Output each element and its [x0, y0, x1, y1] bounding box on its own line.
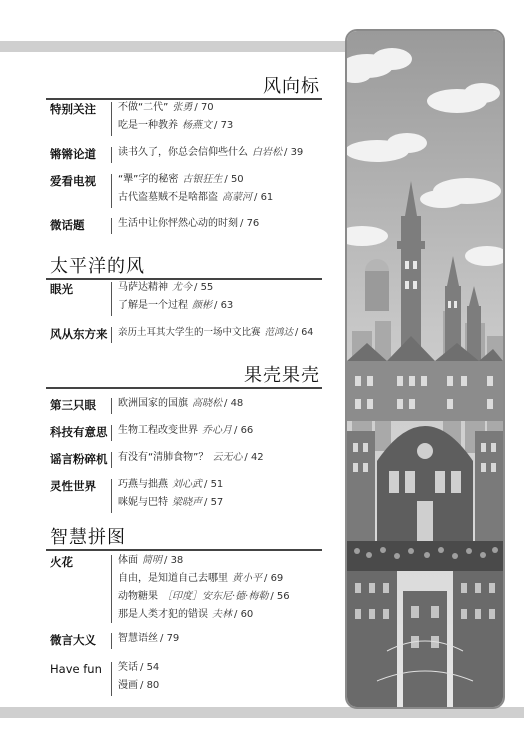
illustration-panel [345, 29, 505, 709]
category-label: 谣言粉碎机 [50, 452, 108, 466]
section-underline [46, 387, 322, 389]
toc-entry[interactable]: 有没有“清肺食物”？ 云无心/ 42 [118, 449, 264, 467]
category-divider [111, 425, 112, 441]
category-divider [111, 555, 112, 623]
category-divider [111, 282, 112, 316]
section-title: 智慧拼图 [50, 527, 126, 548]
section-title: 风向标 [263, 76, 320, 97]
category-divider [111, 662, 112, 696]
toc-entry[interactable]: 漫画/ 80 [118, 677, 159, 695]
category-divider [111, 218, 112, 234]
toc-entry[interactable]: 古代盗墓贼不是啥都盗 高蒙河/ 61 [118, 189, 273, 207]
toc-entry[interactable]: “犟”字的秘密 古银狂生/ 50 [118, 171, 244, 189]
section-header-fengxiangbiao [0, 76, 336, 98]
toc-entry[interactable]: 巧燕与拙燕 刘心武/ 51 [118, 476, 223, 494]
toc-entry[interactable]: 了解是一个过程 颜彬/ 63 [118, 297, 233, 315]
category-label: 爱看电视 [50, 174, 96, 188]
category-label: 火花 [50, 555, 73, 569]
toc-entry[interactable]: 生活中让你怦然心动的时刻/ 76 [118, 215, 259, 233]
category-label: 微言大义 [50, 633, 96, 647]
section-header-zhihui [0, 527, 336, 549]
category-label: Have fun [50, 662, 102, 676]
toc-entry[interactable]: 读书久了，你总会信仰些什么 白岩松/ 39 [118, 144, 303, 162]
toc-entry[interactable]: 自由，是知道自己去哪里 黄小平/ 69 [118, 570, 283, 588]
category-divider [111, 147, 112, 163]
toc-entry[interactable]: 咪妮与巴特 梁晓声/ 57 [118, 494, 223, 512]
category-label: 第三只眼 [50, 398, 96, 412]
category-divider [111, 102, 112, 136]
section-underline [46, 549, 322, 551]
toc-entry[interactable]: 欧洲国家的国旗 高晓松/ 48 [118, 395, 243, 413]
section-title: 太平洋的风 [50, 256, 145, 277]
category-label: 特别关注 [50, 102, 96, 116]
city-castle-illustration-icon [347, 31, 503, 707]
toc-entry[interactable]: 生物工程改变世界 乔心月/ 66 [118, 422, 253, 440]
category-divider [111, 479, 112, 513]
category-divider [111, 452, 112, 468]
toc-entry[interactable]: 体面 简明/ 38 [118, 552, 183, 570]
category-divider [111, 398, 112, 414]
category-label: 眼光 [50, 282, 73, 296]
section-header-guoke [0, 365, 336, 387]
section-header-taipingyang [0, 256, 336, 278]
category-divider [111, 174, 112, 208]
category-label: 微话题 [50, 218, 85, 232]
toc-entry[interactable]: 动物糖果 ［印度］安东尼·德·梅勒/ 56 [118, 588, 290, 606]
toc-entry[interactable]: 笑话/ 54 [118, 659, 159, 677]
toc-entry[interactable]: 吃是一种教养 杨燕文/ 73 [118, 117, 233, 135]
toc-entry[interactable]: 那是人类才犯的错误 夫林/ 60 [118, 606, 253, 624]
toc-entry[interactable]: 马萨达精神 尤今/ 55 [118, 279, 213, 297]
toc-entry[interactable]: 亲历土耳其大学生的一场中文比赛 范鸿达/ 64 [118, 324, 313, 342]
category-label: 风从东方来 [50, 327, 108, 341]
category-divider [111, 633, 112, 649]
category-label: 科技有意思 [50, 425, 108, 439]
category-divider [111, 327, 112, 343]
category-label: 锵锵论道 [50, 147, 96, 161]
category-label: 灵性世界 [50, 479, 96, 493]
toc-entry[interactable]: 智慧语丝/ 79 [118, 630, 179, 648]
toc-entry[interactable]: 不做“二代” 张勇/ 70 [118, 99, 214, 117]
section-title: 果壳果壳 [244, 365, 320, 386]
